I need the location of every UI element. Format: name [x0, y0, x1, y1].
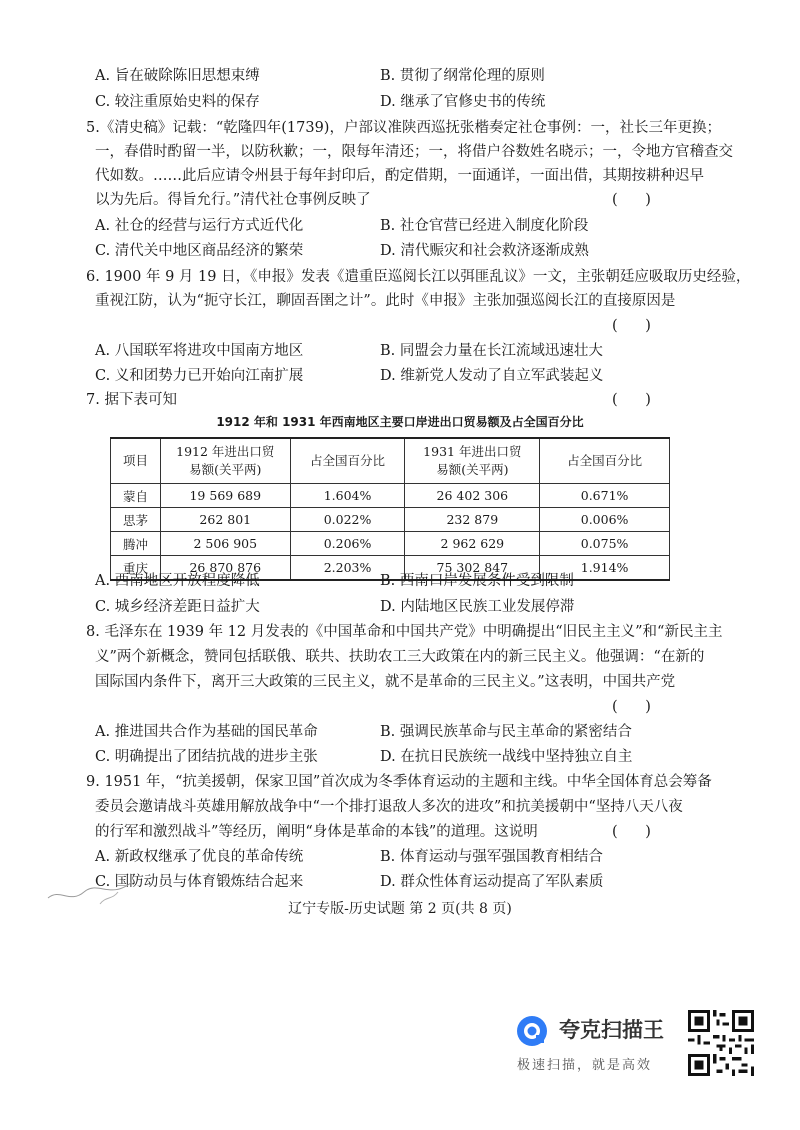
q7-option-d: D. 内陆地区民族工业发展停滞: [380, 599, 575, 615]
q6-option-a: A. 八国联军将进攻中国南方地区: [95, 343, 304, 359]
watermark-subtitle: 极速扫描，就是高效: [517, 1058, 653, 1073]
table-cell: 0.075%: [540, 532, 670, 556]
q7-option-c: C. 城乡经济差距日益扩大: [95, 599, 260, 615]
table-header-row: [111, 438, 670, 484]
table-cell: 思茅: [111, 508, 161, 532]
q4-option-a: A. 旨在破除陈旧思想束缚: [95, 68, 260, 84]
table-cell: 26 402 306: [405, 484, 540, 508]
q5-stem-line: 一，春借时酌留一半，以防秋歉；一，限每年清还；一，将借户谷数姓名晓示；一，令地方官稽查交: [95, 144, 733, 160]
q6-stem-line: 重视江防，认为“扼守长江，聊固吾圉之计”。此时《申报》主张加强巡阅长江的直接原因是: [95, 293, 676, 309]
q8-option-a: A. 推进国共合作为基础的国民革命: [95, 724, 318, 740]
table-row: [111, 508, 670, 532]
table-header-cell: 1931 年进出口贸 易额(关平两): [405, 438, 540, 484]
table-cell: 0.671%: [540, 484, 670, 508]
q6-option-d: D. 维新党人发动了自立军武装起义: [380, 368, 604, 384]
q9-option-c: C. 国防动员与体育锻炼结合起来: [95, 874, 304, 890]
q8-option-b: B. 强调民族革命与民主革命的紧密结合: [380, 724, 632, 740]
table-cell: 0.006%: [540, 508, 670, 532]
q5-option-c: C. 清代关中地区商品经济的繁荣: [95, 243, 304, 259]
table-cell: 75 302 847: [405, 556, 540, 581]
table-header-cell: 占全国百分比: [290, 438, 405, 484]
q6-option-c: C. 义和团势力已开始向江南扩展: [95, 368, 304, 384]
table-header-cell: 项目: [111, 438, 161, 484]
q8-answer-blank: ( ): [612, 699, 651, 715]
q6-stem-line: 6. 1900 年 9 月 19 日，《申报》发表《遣重臣巡阅长江以弭匪乱议》一文，主张朝廷应吸取历史经验，: [86, 269, 751, 285]
table-cell: 1.604%: [290, 484, 405, 508]
table-cell: 2.203%: [290, 556, 405, 581]
table-cell: 2 962 629: [405, 532, 540, 556]
q8-option-c: C. 明确提出了团结抗战的进步主张: [95, 749, 318, 765]
table-row: [111, 484, 670, 508]
q9-option-d: D. 群众性体育运动提高了军队素质: [380, 874, 604, 890]
qr-code-icon: [688, 1010, 754, 1076]
q9-option-b: B. 体育运动与强军强国教育相结合: [380, 849, 603, 865]
q5-answer-blank: ( ): [612, 192, 651, 208]
table-cell: 19 569 689: [160, 484, 290, 508]
q5-option-b: B. 社仓官营已经进入制度化阶段: [380, 218, 589, 234]
q7-answer-blank: ( ): [612, 392, 651, 408]
q8-stem-line: 国际国内条件下，离开三大政策的三民主义，就不是革命的三民主义。”这表明，中国共产党: [95, 674, 676, 690]
q9-stem-line: 的行军和激烈战斗”等经历，阐明“身体是革命的本钱”的道理。这说明: [95, 824, 538, 840]
q5-stem-line: 5.《清史稿》记载：“乾隆四年(1739)，户部议准陕西巡抚张楷奏定社仓事例：一，社长三年更换；: [86, 120, 721, 136]
table-header-cell: 占全国百分比: [540, 438, 670, 484]
q5-stem-line: 代如数。……此后应请令州县于每年封印后，酌定借期，一面通详，一面出借，其期按耕种迟早: [95, 168, 704, 184]
q7-option-a: A. 西南地区开放程度降低: [95, 573, 260, 589]
q6-option-b: B. 同盟会力量在长江流域迅速壮大: [380, 343, 603, 359]
q9-answer-blank: ( ): [612, 824, 651, 840]
q5-option-d: D. 清代赈灾和社会救济逐渐成熟: [380, 243, 589, 259]
q8-stem-line: 8. 毛泽东在 1939 年 12 月发表的《中国革命和中国共产党》中明确提出“旧民主主义”和“新民主主: [86, 624, 723, 640]
q5-stem-line: 以为先后。得旨允行。”清代社仓事例反映了: [95, 192, 371, 208]
page-footer: 辽宁专版-历史试题 第 2 页(共 8 页): [288, 901, 512, 917]
q5-option-a: A. 社仓的经营与运行方式近代化: [95, 218, 304, 234]
table-cell: 232 879: [405, 508, 540, 532]
q9-stem-line: 委员会邀请战斗英雄用解放战争中“一个排打退敌人多次的进攻”和抗美援朝中“坚持八天八夜: [95, 799, 683, 815]
q7-option-b: B. 西南口岸发展条件受到限制: [380, 573, 574, 589]
table-cell: 1.914%: [540, 556, 670, 581]
table-title: 1912 年和 1931 年西南地区主要口岸进出口贸易额及占全国百分比: [216, 415, 584, 429]
table-cell: 262 801: [160, 508, 290, 532]
table-header-cell: 1912 年进出口贸 易额(关平两): [160, 438, 290, 484]
table-row: [111, 532, 670, 556]
q7-stem: 7. 据下表可知: [86, 392, 177, 408]
q4-option-b: B. 贯彻了纲常伦理的原则: [380, 68, 545, 84]
q4-option-c: C. 较注重原始史料的保存: [95, 94, 260, 110]
table-cell: 2 506 905: [160, 532, 290, 556]
table-cell: 0.022%: [290, 508, 405, 532]
watermark-title: 夸克扫描王: [559, 1018, 664, 1042]
q9-stem-line: 9. 1951 年，“抗美援朝，保家卫国”首次成为冬季体育运动的主题和主线。中华全国体育总会筹备: [86, 774, 712, 790]
table-cell: 重庆: [111, 556, 161, 581]
table-cell: 0.206%: [290, 532, 405, 556]
trade-table: [110, 437, 670, 581]
q8-stem-line: 义”两个新概念，赞同包括联俄、联共、扶助农工三大政策在内的新三民主义。他强调：“在新的: [95, 649, 705, 665]
q4-option-d: D. 继承了官修史书的传统: [380, 94, 546, 110]
q8-option-d: D. 在抗日民族统一战线中坚持独立自主: [380, 749, 633, 765]
table-cell: 26 870 876: [160, 556, 290, 581]
table-cell: 腾冲: [111, 532, 161, 556]
q6-answer-blank: ( ): [612, 318, 651, 334]
quark-logo-icon: [515, 1014, 549, 1048]
q9-option-a: A. 新政权继承了优良的革命传统: [95, 849, 304, 865]
table-cell: 蒙自: [111, 484, 161, 508]
